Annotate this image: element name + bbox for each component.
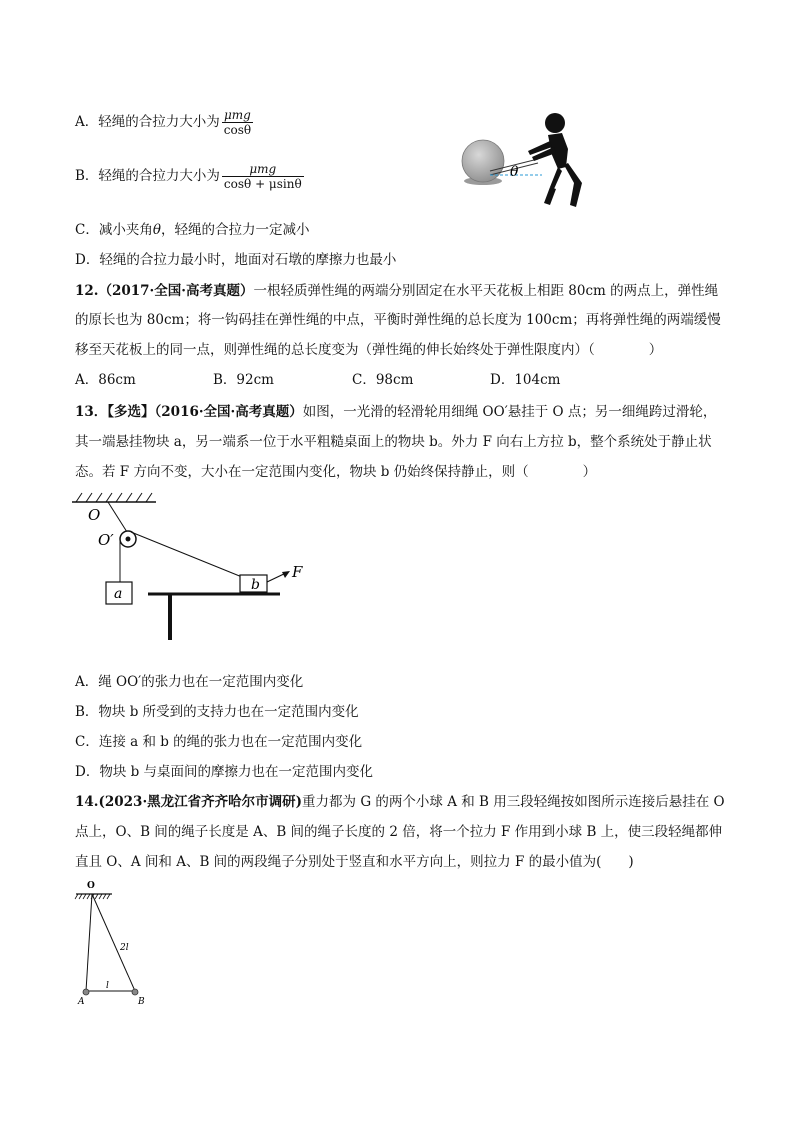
string-OA [86,894,92,991]
q11-option-d[interactable]: D．轻绳的合拉力最小时，地面对石墩的摩擦力也最小 [75,252,397,268]
label-b: b [251,577,260,593]
theta-label: θ [510,164,519,180]
q12-stem-line1: 12.（2017·全国·高考真题）一根轻质弹性绳的两端分别固定在水平天花板上相距 80cm 的两点上，弹性绳 [75,283,719,299]
label-a: a [114,586,123,602]
q14-stem-line2: 点上，O、B 间的绳子长度是 A、B 间的绳子长度的 2 倍，将一个拉力 F 作用到小球 B 上，使三段轻绳都伸 [75,824,723,840]
q12-stem-line2: 的原长也为 80cm；将一钩码挂在弹性绳的中点，平衡时弹性绳的总长度为 100cm；再将弹性绳的两端缓慢 [75,312,721,328]
q11-option-b[interactable]: B．轻绳的合拉力大小为 $\frac{\text{μmg}}{\cos\theta + \mu\sin\theta}$ [75,162,302,191]
ball-A [83,989,89,995]
q13-stem-line1: 13．【多选】（2016·全国·高考真题）如图，一光滑的轻滑轮用细绳 OO′悬挂于 O 点；另一细绳跨过滑轮， [75,404,717,420]
ceiling-hatching [76,493,152,502]
string-to-b [131,532,242,577]
q13-option-d[interactable]: D．物块 b 与桌面间的摩擦力也在一定范围内变化 [75,764,374,780]
q13-stem-line3: 态。若 F 方向不变，大小在一定范围内变化，物块 b 仍始终保持静止，则（ ） [75,464,597,480]
label-F: F [292,563,303,581]
q11-option-c[interactable]: C．减小夹角θ，轻绳的合拉力一定减小 [75,222,310,238]
label-l: l [106,981,109,991]
q11-option-a[interactable]: A．轻绳的合拉力大小为 $\frac{\text{μmg}}{\cos\theta}$ [75,108,252,137]
q12-option-c[interactable]: C．98cm [352,372,414,388]
q11-figure-person-pulling-stone [458,105,588,213]
q13-option-c[interactable]: C．连接 a 和 b 的绳的张力也在一定范围内变化 [75,734,363,750]
label-O: O [87,881,95,891]
label-B: B [138,997,145,1007]
label-O-prime: O′ [98,531,114,549]
q13-option-b[interactable]: B．物块 b 所受到的支持力也在一定范围内变化 [75,704,359,720]
q12-option-b[interactable]: B．92cm [213,372,274,388]
fraction: $\frac{\text{μmg}}{\cos\theta}$ [223,108,252,137]
q13-option-a[interactable]: A．绳 OO′的张力也在一定范围内变化 [75,674,304,690]
label-2l: 2l [120,943,129,953]
q13-stem-line2: 其一端悬挂物块 a，另一端系一位于水平粗糙桌面上的物块 b。外力 F 向右上方拉 b，整个系统处于静止状 [75,434,712,450]
label-O: O [88,506,101,524]
q14-stem-line1: 14.(2023·黑龙江省齐齐哈尔市调研)重力都为 G 的两个小球 A 和 B 用三段轻绳按如图所示连接后悬挂在 O [75,794,725,810]
stone [462,140,504,182]
q12-stem-line3: 移至天花板上的同一点，则弹性绳的总长度变为（弹性绳的伸长始终处于弹性限度内）（ ） [75,342,663,358]
fraction: $\frac{\text{μmg}}{\cos\theta + \mu\sin\theta}$ [223,162,302,191]
q12-option-d[interactable]: D．104cm [490,372,561,388]
person-silhouette [528,113,582,207]
label-A: A [78,997,85,1007]
q13-figure-pulley-system [70,490,310,645]
pulley-axle [126,537,131,542]
q12-option-a[interactable]: A．86cm [75,372,136,388]
q14-stem-line3: 直且 O、A 间和 A、B 间的两段绳子分别处于竖直和水平方向上，则拉力 F 的最小值为( ) [75,854,634,870]
ball-B [132,989,138,995]
q14-figure-two-balls [72,878,162,1008]
string-OO-prime [108,502,127,532]
